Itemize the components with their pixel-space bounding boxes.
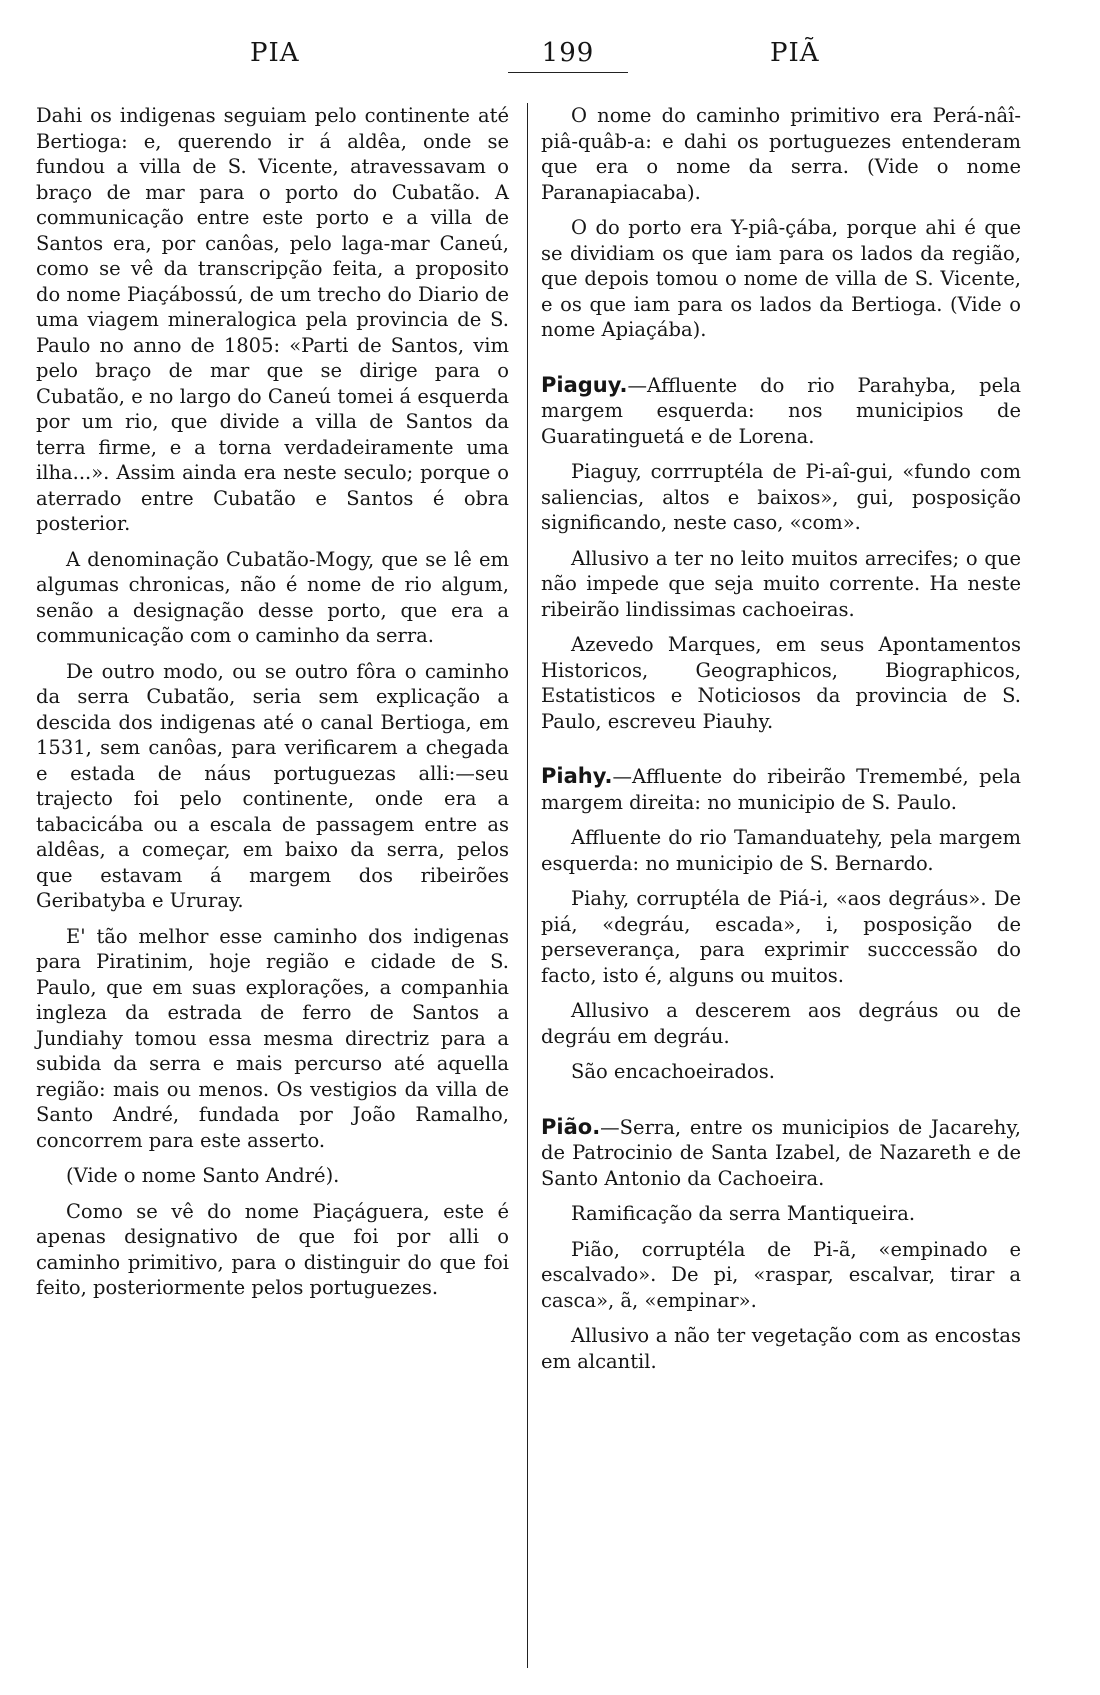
running-head [40,38,1060,78]
headword: Piahy. [541,764,613,788]
paragraph: (Vide o nome Santo André). [66,1164,340,1187]
header-right-word: PIÃ [770,38,820,68]
column-divider [527,103,528,1668]
paragraph: Como se vê do nome Piaçáguera, este é apenas designativo de que foi por alli o caminho primitivo, para o distinguir do que foi feito, posteriormente pelos portuguezes. [36,1199,509,1299]
paragraph: Dahi os indigenas seguiam pelo continente até Bertioga: e, querendo ir á aldêa, onde se fundou a villa de S. Vicente, atravessavam o braço de mar para o porto do Cubatão. A communicação entre este porto e a villa de Santos era, por canôas, pelo laga-mar Caneú, como se vê da transcripção feita, a proposito do nome Piaçábossú, de um trecho do Diario de uma viagem mineralogica pela provincia de S. Paulo no anno de 1805: «Parti de Santos, vim pelo braço de mar que se dirige para o Cubatão, e no largo do Caneú tomei á esquerda por um rio, que divide a villa de Santos da terra firme, e a torna verdadeiramente uma ilha...». Assim ainda era neste seculo; porque o aterrado entre Cubatão e Santos é obra posterior. [36,104,509,535]
header-left-word: PIA [250,38,300,68]
paragraph: Allusivo a descerem aos degráus ou de degráu em degráu. [541,999,1021,1048]
paragraph: E' tão melhor esse caminho dos indigenas para Piratinim, hoje região e cidade de S. Paulo, que em suas explorações, a companhia ingleza da estrada de ferro de Santos a Jundiahy tomou essa mesma directriz para a subida da serra e mais percurso até aquella região: mais ou menos. Os vestigios da villa de Santo André, fundada por João Ramalho, concorrem para este asserto. [36,924,509,1152]
paragraph: O do porto era Y-piâ-çába, porque ahi é que se dividiam os que iam para os lados da região, que depois tomou o nome de villa de S. Vicente, e os que iam para os lados da Bertioga. (Vide o nome Apiaçába). [541,216,1021,341]
right-column [541,103,1021,1384]
paragraph: Piaguy, corrruptéla de Pi-aî-gui, «fundo com saliencias, altos e baixos», gui, posposição significando, neste caso, «com». [541,460,1021,534]
entry-definition: —Affluente do ribeirão Tremembé, pela margem direita: no municipio de S. Paulo. [541,765,1021,814]
paragraph: Pião, corruptéla de Pi-ã, «empinado e escalvado». De pi, «raspar, escalvar, tirar a casca», ã, «empinar». [541,1237,1021,1312]
paragraph: Azevedo Marques, em seus Apontamentos Historicos, Geographicos, Biographicos, Estatisticos e Noticiosos da provincia de S. Paulo, escreveu Piauhy. [541,633,1021,733]
paragraph: Ramificação da serra Mantiqueira. [571,1202,916,1225]
paragraph: Allusivo a ter no leito muitos arrecifes; o que não impede que seja muito corrente. Ha neste ribeirão lindissimas cachoeiras. [541,546,1021,621]
left-column [36,103,509,1311]
entry-definition: —Serra, entre os municipios de Jacarehy, de Patrocinio de Santa Izabel, de Nazareth e de Santo Antonio da Cachoeira. [541,1115,1021,1190]
page-number: 199 [508,38,628,73]
paragraph: São encachoeirados. [571,1060,775,1083]
headword: Pião. [541,1114,601,1139]
paragraph: O nome do caminho primitivo era Perá-nâî-piâ-quâb-a: e dahi os portuguezes entenderam que era o nome da serra. (Vide o nome Paranapiacaba). [541,104,1021,204]
paragraph: Allusivo a não ter vegetação com as encostas em alcantil. [541,1324,1021,1373]
entry-piahy [541,764,1021,815]
entry-piaguy [541,373,1021,450]
paragraph: A denominação Cubatão-Mogy, que se lê em algumas chronicas, não é nome de rio algum, senão a designação desse porto, que era a communicação com o caminho da serra. [36,547,509,647]
paragraph: De outro modo, ou se outro fôra o caminho da serra Cubatão, seria sem explicação a descida dos indigenas até o canal Bertioga, em 1531, sem canôas, para verificarem a chegada e estada de náus portuguezas alli:—seu trajecto foi pelo continente, onde era a tabacicába ou a escala de passagem entre as aldêas, a começar, em baixo da serra, pelos que estavam á margem dos ribeirões Geribatyba e Ururay. [36,659,509,912]
entry-piao [541,1115,1021,1192]
paragraph: Piahy, corruptéla de Piá-i, «aos degráus». De piá, «degráu, escada», i, posposição de perseverança, para exprimir succcessão do facto, isto é, alguns ou muitos. [541,887,1021,987]
paragraph: Affluente do rio Tamanduatehy, pela margem esquerda: no municipio de S. Bernardo. [541,826,1021,875]
entry-definition: —Affluente do rio Parahyba, pela margem esquerda: nos municipios de Guaratinguetá e de Lorena. [541,373,1021,448]
headword: Piaguy. [541,372,628,397]
